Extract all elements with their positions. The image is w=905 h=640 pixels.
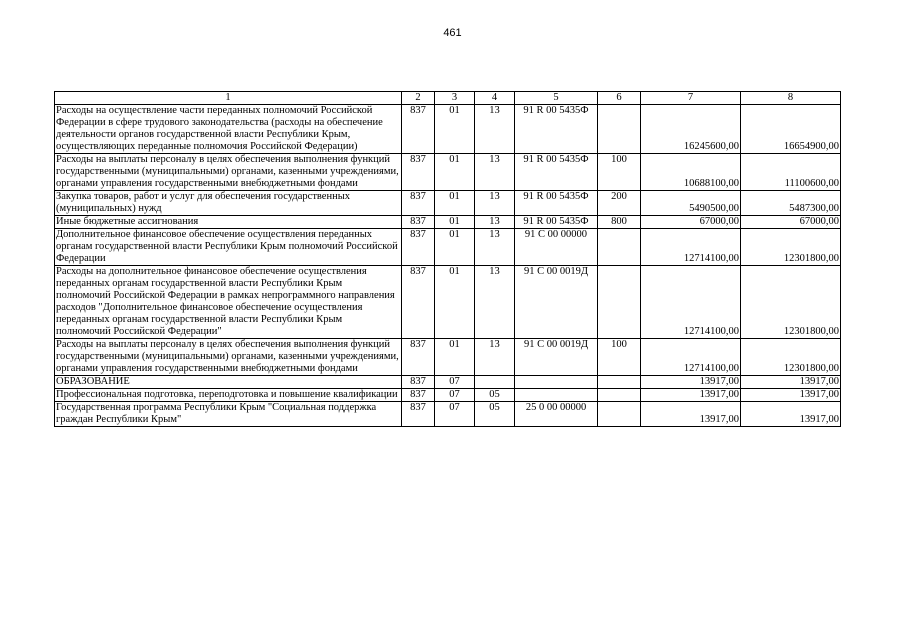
row-amount-year2-cell: 5487300,00 [741,191,841,216]
row-target-article-cell: 91 С 00 0019Д [515,339,598,376]
table-row [55,266,841,339]
header-cell: 4 [475,92,515,105]
row-subsection-cell: 13 [475,216,515,229]
row-target-article-cell [515,389,598,402]
header-cell: 5 [515,92,598,105]
row-target-article-cell: 91 С 00 00000 [515,229,598,266]
row-amount-year1-cell: 16245600,00 [641,105,741,154]
row-code-cell: 837 [402,402,435,427]
row-amount-year2-cell: 12301800,00 [741,229,841,266]
header-cell: 6 [598,92,641,105]
row-subsection-cell: 05 [475,389,515,402]
row-name-cell: Расходы на выплаты персоналу в целях обеспечения выполнения функций государственными (муниципальными) органами, казенными учреждениями, органами управления государственными внебюджетными фондами [55,154,402,191]
row-code-cell: 837 [402,266,435,339]
table-row [55,154,841,191]
row-name-cell: ОБРАЗОВАНИЕ [55,376,402,389]
header-cell: 7 [641,92,741,105]
row-code-cell: 837 [402,154,435,191]
row-amount-year2-cell: 12301800,00 [741,266,841,339]
row-amount-year1-cell: 13917,00 [641,402,741,427]
row-amount-year2-cell: 11100600,00 [741,154,841,191]
row-section-cell: 07 [435,402,475,427]
row-amount-year1-cell: 12714100,00 [641,339,741,376]
row-code-cell: 837 [402,389,435,402]
row-subsection-cell: 13 [475,229,515,266]
row-expense-type-cell [598,229,641,266]
row-code-cell: 837 [402,216,435,229]
row-expense-type-cell [598,105,641,154]
row-expense-type-cell [598,266,641,339]
row-amount-year2-cell: 13917,00 [741,402,841,427]
table-row [55,376,841,389]
row-expense-type-cell [598,402,641,427]
row-name-cell: Расходы на дополнительное финансовое обеспечение осуществления переданных органам государственной власти Республики Крым полномочий Российской Федерации в рамках непрограммного направления расходов "Дополнительное финансовое обеспечение осуществления переданных органам государственной власти Республики Крым полномочий Российской Федерации" [55,266,402,339]
table-row [55,402,841,427]
row-name-cell: Расходы на выплаты персоналу в целях обеспечения выполнения функций государственными (муниципальными) органами, казенными учреждениями, органами управления государственными внебюджетными фондами [55,339,402,376]
row-subsection-cell: 13 [475,339,515,376]
row-section-cell: 07 [435,376,475,389]
row-name-cell: Государственная программа Республики Крым "Социальная поддержка граждан Республики Крым" [55,402,402,427]
row-name-cell: Иные бюджетные ассигнования [55,216,402,229]
row-code-cell: 837 [402,229,435,266]
row-expense-type-cell: 100 [598,154,641,191]
row-amount-year1-cell: 13917,00 [641,376,741,389]
row-amount-year1-cell: 13917,00 [641,389,741,402]
row-section-cell: 01 [435,105,475,154]
row-section-cell: 01 [435,339,475,376]
row-code-cell: 837 [402,105,435,154]
row-target-article-cell: 91 R 00 5435Ф [515,191,598,216]
row-target-article-cell: 91 R 00 5435Ф [515,216,598,229]
row-section-cell: 01 [435,191,475,216]
row-amount-year1-cell: 10688100,00 [641,154,741,191]
row-subsection-cell: 13 [475,266,515,339]
budget-table [54,91,841,427]
row-amount-year1-cell: 12714100,00 [641,266,741,339]
row-name-cell: Закупка товаров, работ и услуг для обеспечения государственных (муниципальных) нужд [55,191,402,216]
row-amount-year2-cell: 67000,00 [741,216,841,229]
row-subsection-cell: 13 [475,154,515,191]
row-name-cell: Дополнительное финансовое обеспечение осуществления переданных органам государственной власти Республики Крым полномочий Российской Федерации [55,229,402,266]
row-section-cell: 01 [435,229,475,266]
row-amount-year2-cell: 13917,00 [741,389,841,402]
row-amount-year2-cell: 13917,00 [741,376,841,389]
row-target-article-cell [515,376,598,389]
row-amount-year2-cell: 12301800,00 [741,339,841,376]
row-code-cell: 837 [402,191,435,216]
row-expense-type-cell [598,376,641,389]
row-code-cell: 837 [402,376,435,389]
row-section-cell: 01 [435,216,475,229]
row-name-cell: Расходы на осуществление части переданных полномочий Российской Федерации в сфере трудового законодательства (расходы на обеспечение деятельности органов государственной власти Республики Крым, осуществляющих переданные полномочия Российской Федерации) [55,105,402,154]
row-target-article-cell: 91 R 00 5435Ф [515,105,598,154]
table-row [55,216,841,229]
table-row [55,229,841,266]
row-target-article-cell: 91 R 00 5435Ф [515,154,598,191]
header-cell: 8 [741,92,841,105]
row-amount-year2-cell: 16654900,00 [741,105,841,154]
row-code-cell: 837 [402,339,435,376]
table-row [55,389,841,402]
table-row [55,105,841,154]
row-section-cell: 01 [435,266,475,339]
row-section-cell: 07 [435,389,475,402]
row-amount-year1-cell: 12714100,00 [641,229,741,266]
row-subsection-cell [475,376,515,389]
row-target-article-cell: 25 0 00 00000 [515,402,598,427]
table-row [55,339,841,376]
header-cell: 2 [402,92,435,105]
row-amount-year1-cell: 5490500,00 [641,191,741,216]
row-expense-type-cell: 800 [598,216,641,229]
row-subsection-cell: 13 [475,191,515,216]
header-row [55,92,841,105]
row-section-cell: 01 [435,154,475,191]
header-cell: 3 [435,92,475,105]
table-row [55,191,841,216]
row-amount-year1-cell: 67000,00 [641,216,741,229]
row-expense-type-cell [598,389,641,402]
row-subsection-cell: 13 [475,105,515,154]
row-expense-type-cell: 100 [598,339,641,376]
row-subsection-cell: 05 [475,402,515,427]
page-number: 461 [443,27,462,39]
row-expense-type-cell: 200 [598,191,641,216]
row-target-article-cell: 91 С 00 0019Д [515,266,598,339]
header-cell: 1 [55,92,402,105]
row-name-cell: Профессиональная подготовка, переподготовка и повышение квалификации [55,389,402,402]
